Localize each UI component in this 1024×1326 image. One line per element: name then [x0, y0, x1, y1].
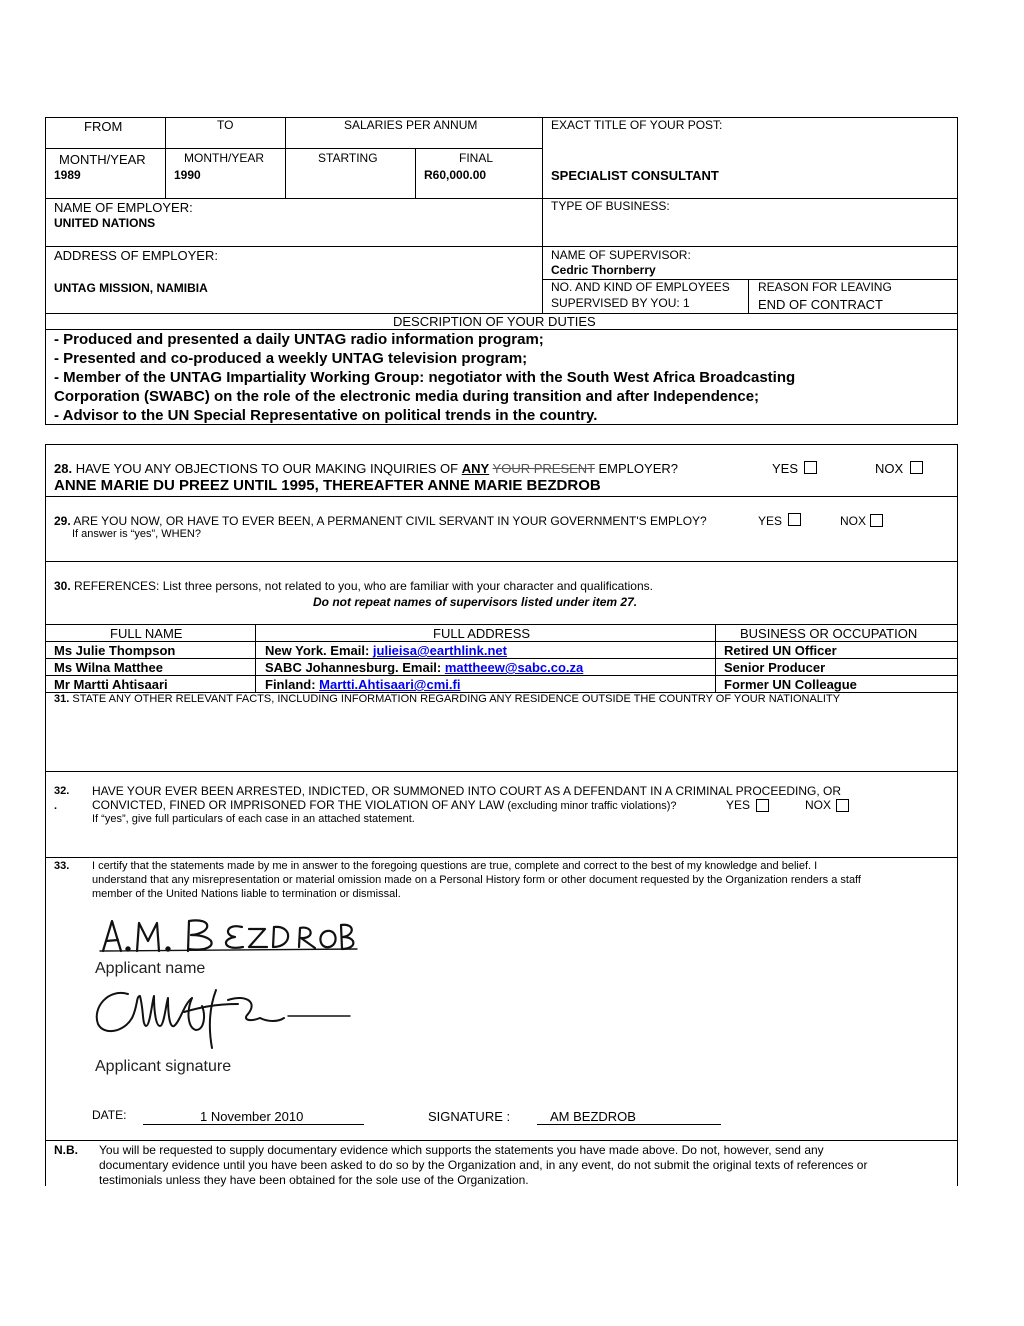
nb-line1: You will be requested to supply documentary evidence which supports the statements you have made above. Do not, however, send any: [99, 1143, 824, 1157]
employees-supervised: SUPERVISED BY YOU: 1: [551, 296, 690, 310]
q33-line3: member of the United Nations liable to termination or dismissal.: [92, 888, 401, 900]
q29-text: ARE YOU NOW, OR HAVE TO EVER BEEN, A PERMANENT CIVIL SERVANT IN YOUR GOVERNMENT'S EMPLOY?: [73, 514, 707, 528]
employees-label: NO. AND KIND OF EMPLOYEES: [551, 280, 730, 294]
ref-address-text: Finland:: [265, 677, 320, 692]
duty-line: Corporation (SWABC) on the role of the electronic media during transition and after Independence;: [54, 388, 760, 405]
exact-title-label: EXACT TITLE OF YOUR POST:: [551, 118, 723, 132]
q28-no-label: NOX: [875, 461, 904, 476]
supervisor-label: NAME OF SUPERVISOR:: [551, 248, 691, 262]
employer-name-label: NAME OF EMPLOYER:: [54, 200, 193, 215]
q28-no-checkbox[interactable]: [910, 461, 923, 474]
q33-line2: understand that any misrepresentation or material omission made on a Personal History form or other document requested by the Organization renders a staff: [92, 874, 861, 886]
q32-line2-main: CONVICTED, FINED OR IMPRISONED FOR THE VIOLATION OF ANY LAW: [92, 798, 505, 812]
ref-occupation: Retired UN Officer: [724, 643, 837, 658]
employer-address-label: ADDRESS OF EMPLOYER:: [54, 248, 218, 263]
q29-no-checkbox[interactable]: [870, 514, 883, 527]
date-value: 1 November 2010: [200, 1109, 304, 1124]
q29-number: 29.: [54, 514, 71, 528]
applicant-signature-image: [88, 982, 358, 1052]
q29-yes-checkbox[interactable]: [788, 513, 801, 526]
q28-employer: EMPLOYER?: [598, 461, 678, 476]
q31-text: STATE ANY OTHER RELEVANT FACTS, INCLUDING INFORMATION REGARDING ANY RESIDENCE OUTSIDE THE COUNTRY OF YOUR NATIONALITY: [72, 693, 841, 705]
q33-line1: I certify that the statements made by me in answer to the foregoing questions are true, complete and correct to the best of my knowledge and belief. I: [92, 860, 818, 872]
ref-name: Ms Julie Thompson: [54, 643, 176, 658]
reason-for-leaving-label: REASON FOR LEAVING: [758, 280, 892, 294]
nb-line2: documentary evidence until you have been asked to do so by the Organization and, in any event, do not submit the original texts of references or: [99, 1158, 868, 1172]
ref-address: [265, 660, 583, 675]
starting-label: STARTING: [318, 151, 378, 165]
employer-name-value: UNITED NATIONS: [54, 216, 156, 230]
duty-line: - Member of the UNTAG Impartiality Working Group: negotiator with the South West Africa Broadcasting: [54, 369, 796, 386]
ref-header-occupation: BUSINESS OR OCCUPATION: [740, 626, 918, 641]
ref-address-text: New York. Email:: [265, 643, 373, 658]
applicant-name-label: Applicant name: [95, 960, 206, 977]
ref-email-link[interactable]: Martti.Ahtisaari@cmi.fi: [319, 677, 461, 692]
to-value: 1990: [174, 168, 201, 182]
ref-address-text: SABC Johannesburg. Email:: [265, 660, 445, 675]
q28-yes-label: YES: [772, 461, 799, 476]
q32-line2: [92, 798, 676, 812]
ref-occupation: Former UN Colleague: [724, 677, 857, 692]
q30-note: Do not repeat names of supervisors listed under item 27.: [313, 595, 638, 609]
q32-no-checkbox[interactable]: [836, 799, 849, 812]
q30-number: 30.: [54, 579, 71, 593]
duties-label: DESCRIPTION OF YOUR DUTIES: [393, 314, 596, 329]
salaries-label: SALARIES PER ANNUM: [344, 118, 478, 132]
applicant-signature-label: Applicant signature: [95, 1058, 232, 1075]
q32-number: 32.: [54, 785, 70, 797]
signature-value: AM BEZDROB: [550, 1109, 636, 1124]
to-month-year-label: MONTH/YEAR: [184, 151, 265, 165]
from-value: 1989: [54, 168, 81, 182]
supervisor-value: Cedric Thornberry: [551, 263, 656, 277]
q28-question: [54, 461, 678, 476]
q30-question: [54, 579, 653, 593]
q30-text: REFERENCES: List three persons, not related to you, who are familiar with your character and qualifications.: [74, 579, 653, 593]
final-label: FINAL: [459, 151, 494, 165]
ref-name: Ms Wilna Matthee: [54, 660, 163, 675]
type-of-business-label: TYPE OF BUSINESS:: [551, 199, 670, 213]
from-month-year-label: MONTH/YEAR: [59, 152, 146, 167]
nb-line3: testimonials unless they have been obtained for the sole use of the Organization.: [99, 1173, 529, 1187]
q32-yes-label: YES: [726, 798, 751, 812]
final-salary-value: R60,000.00: [424, 168, 487, 182]
duties-list: [54, 330, 795, 425]
ref-name: Mr Martti Ahtisaari: [54, 677, 168, 692]
q32-yes-checkbox[interactable]: [756, 799, 769, 812]
date-label: DATE:: [92, 1108, 127, 1122]
ref-address: [265, 643, 507, 658]
q28-struck-text: YOUR PRESENT: [492, 461, 595, 476]
q32-line1: HAVE YOUR EVER BEEN ARRESTED, INDICTED, OR SUMMONED INTO COURT AS A DEFENDANT IN A CRIMINAL PROCEEDING, OR: [92, 784, 842, 798]
q28-text: HAVE YOU ANY OBJECTIONS TO OUR MAKING INQUIRIES OF: [75, 461, 459, 476]
ref-email-link[interactable]: mattheew@sabc.co.za: [444, 660, 584, 675]
q28-any: ANY: [461, 461, 490, 476]
signature-label: SIGNATURE :: [428, 1109, 511, 1124]
duty-line: - Produced and presented a daily UNTAG radio information program;: [54, 331, 544, 348]
q32-dot: .: [54, 800, 58, 812]
nb-label: N.B.: [54, 1143, 78, 1157]
to-label: TO: [217, 118, 234, 132]
handwritten-applicant-name: [95, 915, 360, 957]
q31-question: [54, 693, 840, 705]
duty-line: - Presented and co-produced a weekly UNTAG television program;: [54, 350, 528, 367]
exact-title-value: SPECIALIST CONSULTANT: [551, 168, 719, 183]
duty-line: - Advisor to the UN Special Representative on political trends in the country.: [54, 407, 598, 424]
ref-address: [265, 677, 460, 692]
ref-occupation: Senior Producer: [724, 660, 826, 675]
q32-no-label: NOX: [805, 798, 832, 812]
q29-yes-label: YES: [758, 514, 783, 528]
ref-email-link[interactable]: julieisa@earthlink.net: [372, 643, 507, 658]
q29-question: [54, 514, 707, 528]
reason-for-leaving-value: END OF CONTRACT: [758, 297, 883, 312]
q32-line3: If “yes”, give full particulars of each case in an attached statement.: [92, 813, 415, 825]
ref-header-name: FULL NAME: [110, 626, 183, 641]
q28-yes-checkbox[interactable]: [804, 461, 817, 474]
q29-sub: If answer is “yes”, WHEN?: [72, 528, 201, 540]
q29-no-label: NOX: [840, 514, 867, 528]
ref-header-address: FULL ADDRESS: [433, 626, 531, 641]
q32-line2-note: (excluding minor traffic violations)?: [504, 800, 677, 812]
q31-number: 31.: [54, 693, 70, 705]
q28-answer: ANNE MARIE DU PREEZ UNTIL 1995, THEREAFTER ANNE MARIE BEZDROB: [54, 477, 601, 494]
employer-address-value: UNTAG MISSION, NAMIBIA: [54, 281, 208, 295]
q28-number: 28.: [54, 461, 73, 476]
q33-number: 33.: [54, 860, 70, 872]
from-label: FROM: [84, 119, 123, 134]
